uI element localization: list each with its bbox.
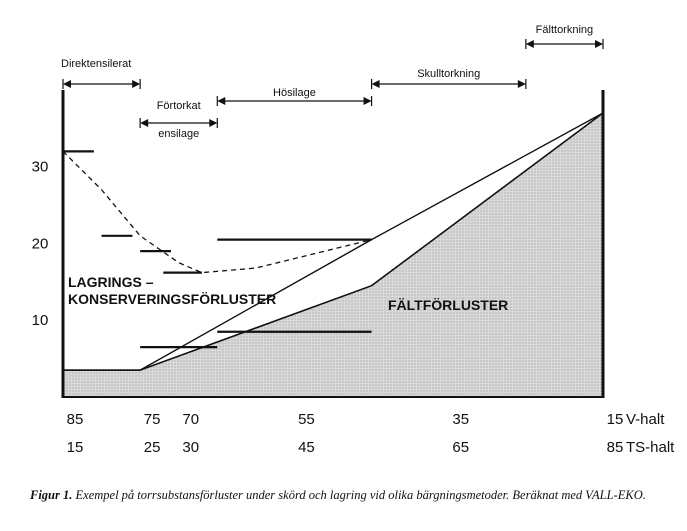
annotation-konservering: KONSERVERINGSFÖRLUSTER: [68, 291, 277, 307]
caption-text: Exempel på torrsubstansförluster under skörd och lagring vid olika bärgningsmetoder. Beräknat med VALL-EKO.: [75, 488, 646, 502]
caption-label: Figur 1.: [30, 488, 73, 502]
y-tick-label-20: 20: [31, 235, 49, 253]
method-label-1: Förtorkat: [156, 100, 201, 112]
method-arrow-right-0: [132, 80, 140, 88]
method-arrow-right-3: [518, 80, 526, 88]
method-label-0: Direktensilerat: [61, 58, 132, 70]
annotation-lagrings: LAGRINGS –: [68, 274, 154, 290]
field-loss-area: [63, 113, 603, 397]
method-arrow-left-4: [526, 40, 534, 48]
method-arrow-left-1: [140, 119, 148, 127]
method-label2-1: ensilage: [158, 128, 200, 140]
method-label-2: Hösilage: [273, 87, 316, 99]
x-tick-tshalt-65: 65: [452, 439, 470, 456]
x-tick-vhalt-55: 55: [298, 411, 315, 428]
plot-area: [32, 24, 676, 456]
figure-caption: [30, 487, 670, 503]
method-label-4: Fälttorkning: [535, 24, 594, 36]
method-arrow-left-3: [372, 80, 380, 88]
x-tick-tshalt-15: 15: [66, 439, 84, 456]
method-arrow-right-2: [364, 97, 372, 105]
x-tick-vhalt-85: 85: [66, 411, 84, 428]
storage-loss-dashed-curve: [63, 151, 372, 272]
method-arrow-left-0: [63, 80, 71, 88]
method-arrow-left-2: [217, 97, 225, 105]
x-tick-vhalt-35: 35: [452, 411, 470, 428]
method-label-3: Skulltorkning: [417, 68, 481, 80]
x-tick-vhalt-75: 75: [143, 411, 161, 428]
x-tick-tshalt-45: 45: [298, 439, 315, 456]
method-arrow-right-1: [209, 119, 217, 127]
x-tick-vhalt-15: 15: [606, 411, 624, 428]
method-arrow-right-4: [595, 40, 603, 48]
x-tick-tshalt-85: 85: [606, 439, 624, 456]
x-row-label-vhalt: V-halt: [626, 411, 665, 428]
x-row-label-tshalt: TS-halt: [626, 439, 675, 456]
y-tick-label-10: 10: [31, 312, 49, 330]
y-tick-label-30: 30: [31, 158, 49, 176]
annotation-faltforluster: FÄLTFÖRLUSTER: [388, 297, 509, 313]
x-tick-vhalt-70: 70: [182, 411, 200, 428]
x-tick-tshalt-25: 25: [143, 439, 161, 456]
x-tick-tshalt-30: 30: [182, 439, 200, 456]
